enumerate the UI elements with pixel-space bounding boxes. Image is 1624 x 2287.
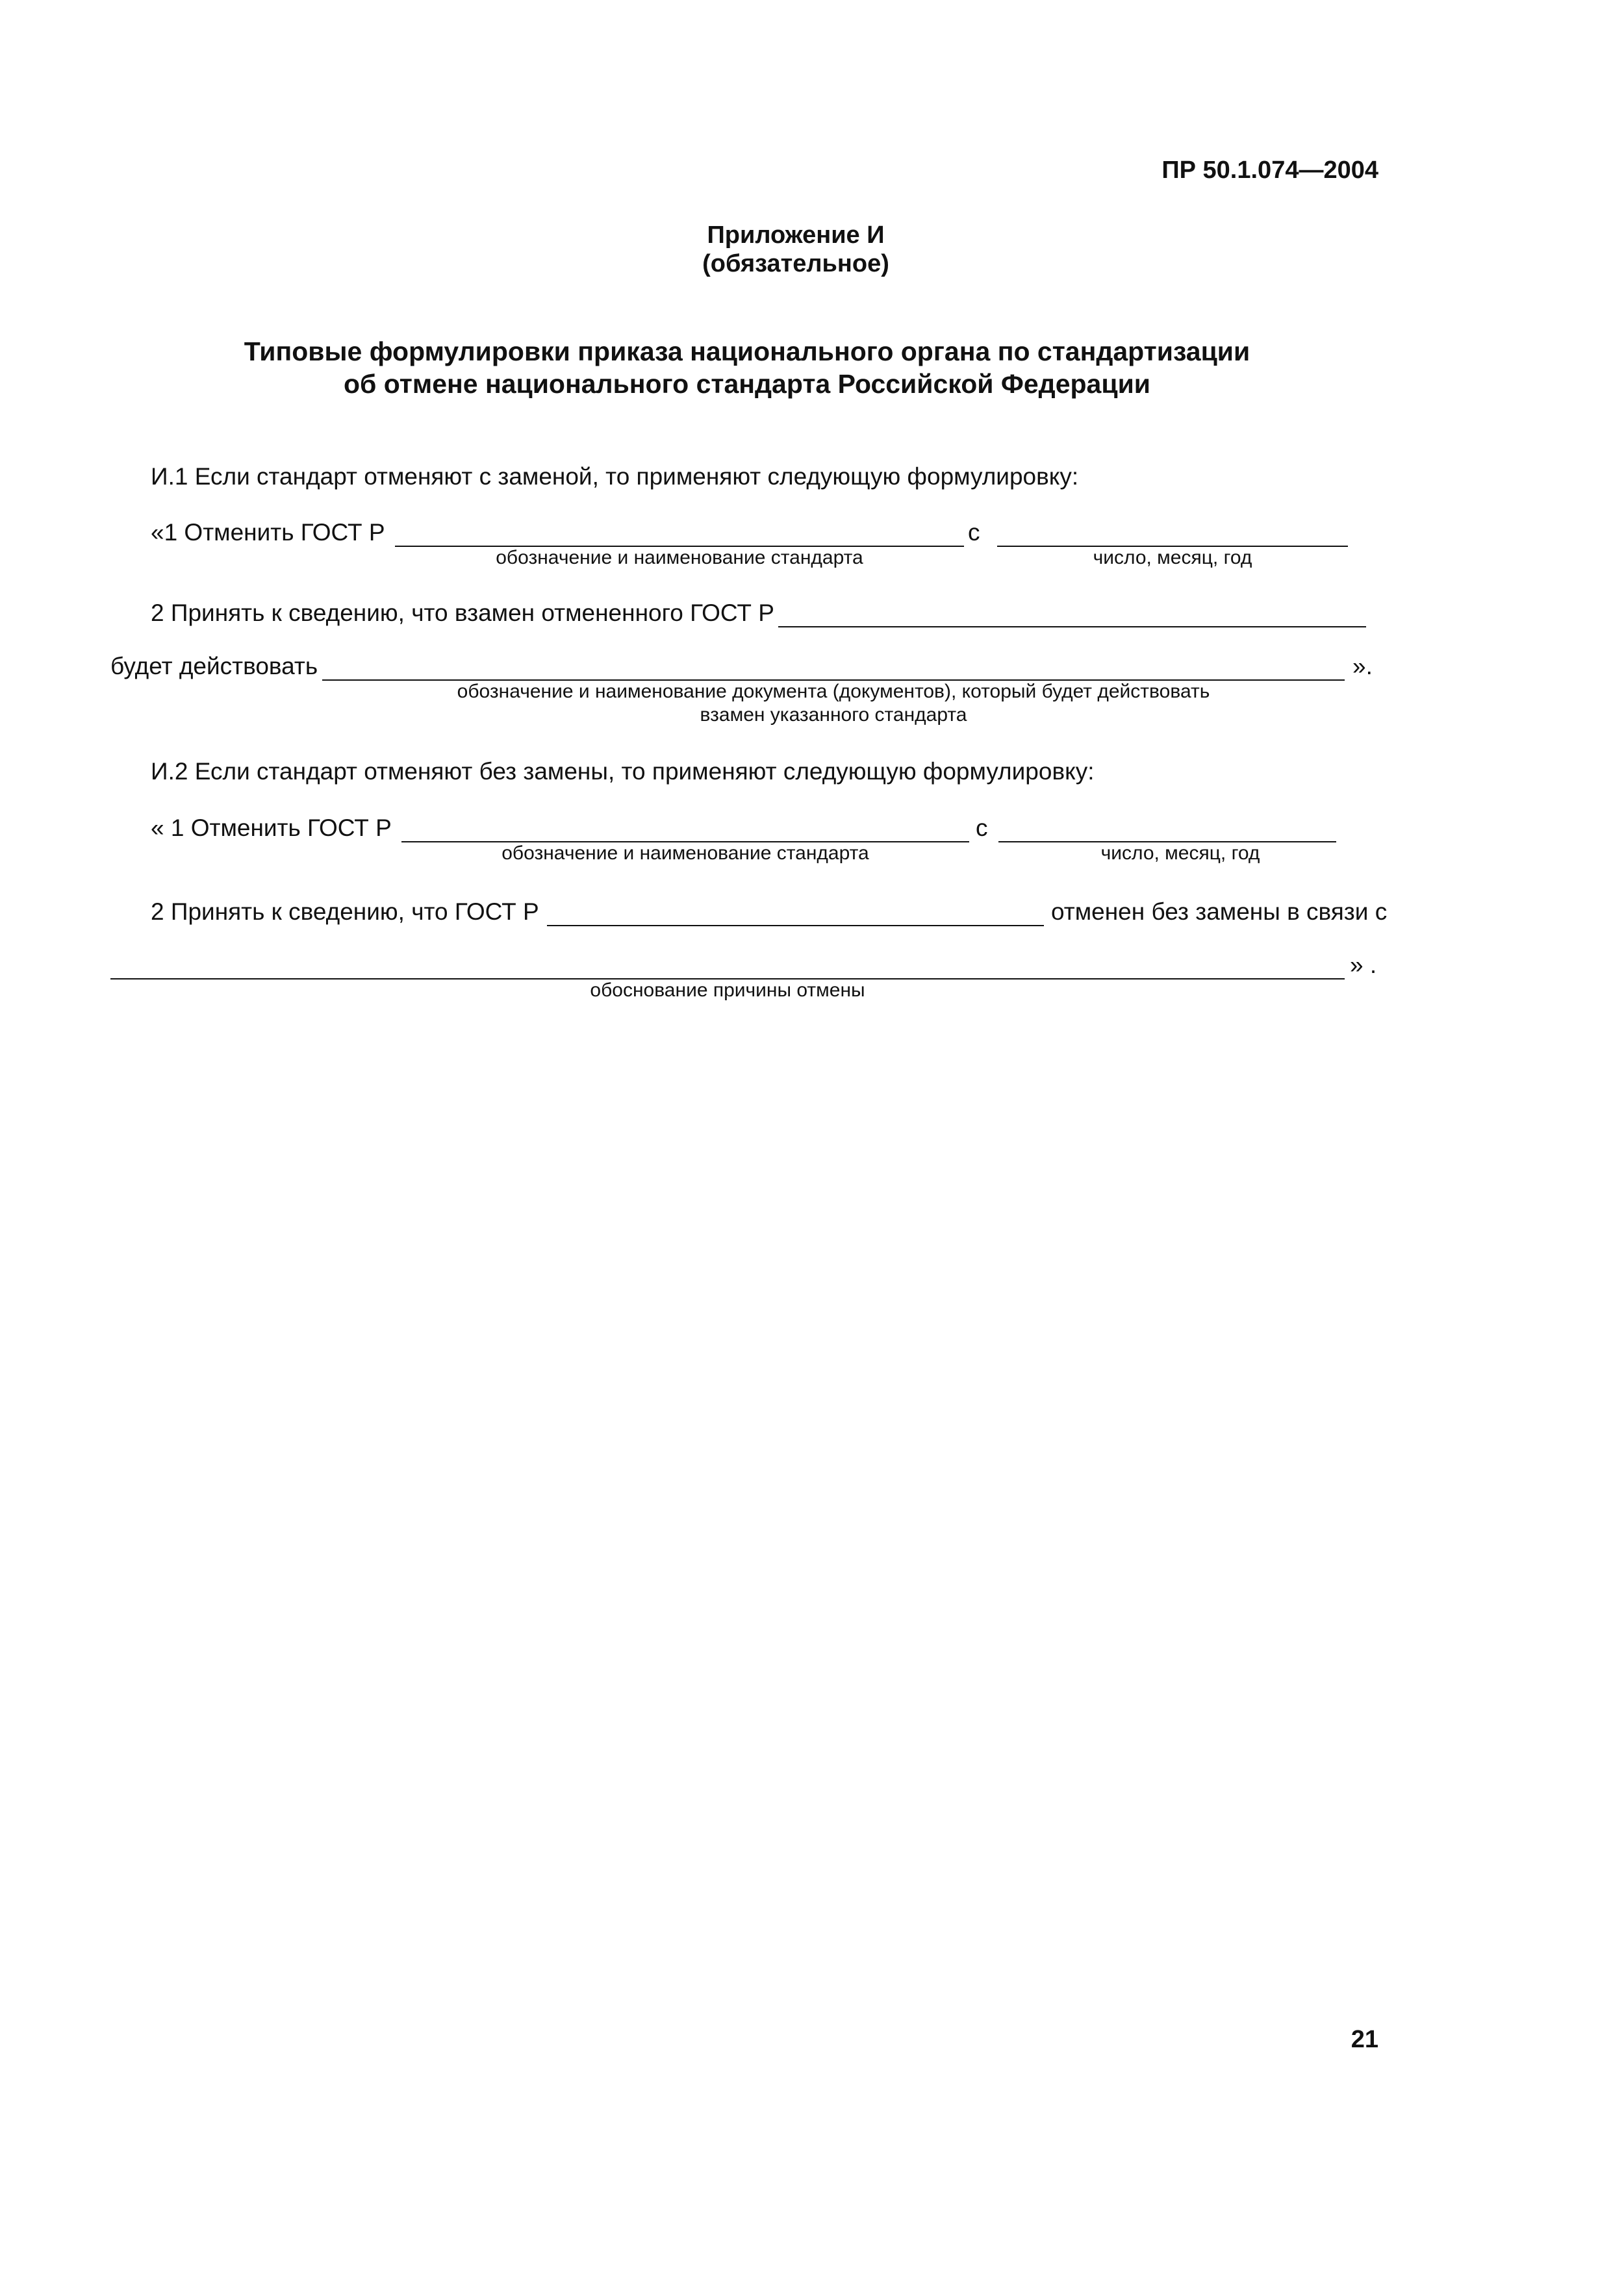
s2-item2-prefix: 2 Принять к сведению, что ГОСТ Р [151,898,539,925]
s1-replaced-standard-field[interactable] [778,626,1366,627]
s1-caption-replacement-2: взамен указанного стандарта [700,704,967,726]
s1-item2-end: ». [1352,653,1373,679]
s1-caption-replacement-1: обозначение и наименование документа (документов), который будет действовать [457,681,1210,702]
s2-item1-prefix: « 1 Отменить ГОСТ Р [151,815,392,841]
s2-item2-end: » . [1350,952,1377,978]
document-code: ПР 50.1.074—2004 [1161,157,1378,184]
s2-caption-date: число, месяц, год [1100,842,1260,864]
s1-caption-date: число, месяц, год [1093,547,1252,568]
s1-caption-standard: обозначение и наименование стандарта [496,547,863,568]
appendix-label: Приложение И [707,221,885,249]
title-line-2: об отмене национального стандарта Российской Федерации [344,369,1150,399]
page-number: 21 [1351,2026,1378,2053]
appendix-status: (обязательное) [702,250,889,277]
s2-cancelled-standard-field[interactable] [547,925,1044,926]
s2-item2-suffix: отменен без замены в связи с [1051,898,1388,925]
s2-item1-with: с [976,815,988,841]
section-1-intro: И.1 Если стандарт отменяют с заменой, то применяют следующую формулировку: [151,463,1079,490]
s1-item2-prefix: 2 Принять к сведению, что взамен отмененного ГОСТ Р [151,600,774,626]
s1-item1-prefix: «1 Отменить ГОСТ Р [151,519,385,546]
s2-caption-reason: обоснование причины отмены [590,979,865,1001]
section-2-intro: И.2 Если стандарт отменяют без замены, то применяют следующую формулировку: [151,758,1095,785]
s1-item1-with: с [968,519,980,546]
s1-item2-continuation: будет действовать [110,653,318,679]
title-line-1: Типовые формулировки приказа национального органа по стандартизации [244,336,1250,366]
s2-caption-standard: обозначение и наименование стандарта [501,842,869,864]
